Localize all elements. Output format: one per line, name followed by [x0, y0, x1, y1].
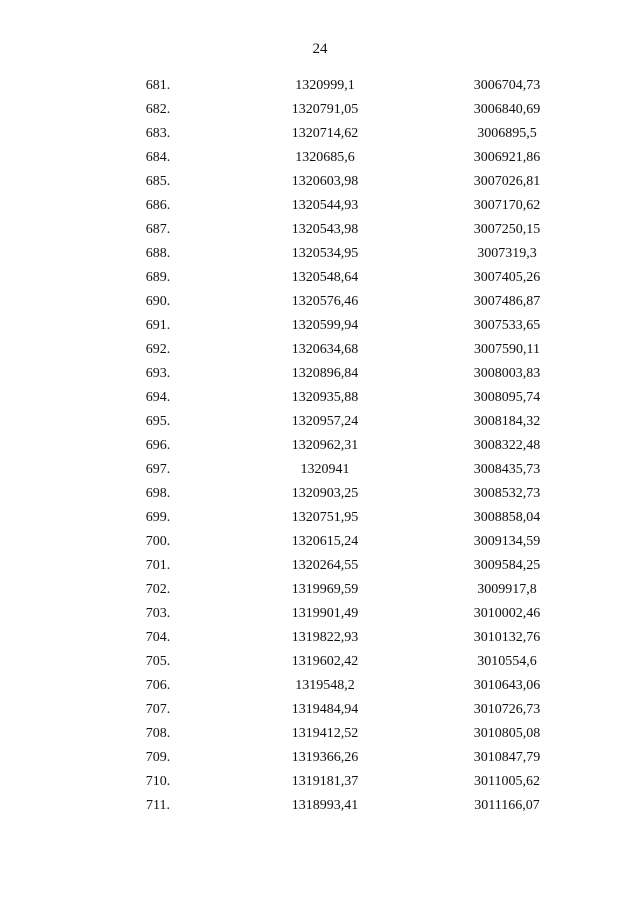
table-row: [100, 362, 580, 386]
table-row: [100, 266, 580, 290]
point-number-cell: 705.: [145, 654, 171, 669]
point-number-cell: 704.: [145, 630, 171, 645]
y-coordinate-cell: 3010643,06: [473, 678, 541, 693]
point-number-cell: 711.: [146, 798, 170, 813]
y-coordinate-cell: 3011005,62: [474, 774, 540, 789]
point-number-cell: 681.: [145, 78, 171, 93]
x-coordinate-cell: 1320264,55: [291, 558, 359, 573]
point-number-cell: 694.: [145, 390, 171, 405]
x-coordinate-cell: 1320576,46: [291, 294, 359, 309]
table-row: [100, 242, 580, 266]
x-coordinate-cell: 1320962,31: [291, 438, 359, 453]
table-row: [100, 626, 580, 650]
point-number-cell: 709.: [145, 750, 171, 765]
x-coordinate-cell: 1320941: [300, 462, 350, 477]
x-coordinate-cell: 1320634,68: [291, 342, 359, 357]
table-row: [100, 698, 580, 722]
point-number-cell: 699.: [145, 510, 171, 525]
coordinates-table: [100, 74, 580, 818]
table-row: [100, 290, 580, 314]
x-coordinate-cell: 1320548,64: [291, 270, 359, 285]
point-number-cell: 695.: [145, 414, 171, 429]
y-coordinate-cell: 3010847,79: [473, 750, 541, 765]
x-coordinate-cell: 1320534,95: [291, 246, 359, 261]
table-row: [100, 794, 580, 818]
point-number-cell: 706.: [145, 678, 171, 693]
point-number-cell: 685.: [145, 174, 171, 189]
y-coordinate-cell: 3008532,73: [473, 486, 541, 501]
table-row: [100, 170, 580, 194]
x-coordinate-cell: 1319366,26: [291, 750, 359, 765]
point-number-cell: 703.: [145, 606, 171, 621]
y-coordinate-cell: 3008322,48: [473, 438, 541, 453]
table-row: [100, 146, 580, 170]
table-row: [100, 506, 580, 530]
y-coordinate-cell: 3007250,15: [473, 222, 541, 237]
x-coordinate-cell: 1319548,2: [295, 678, 355, 693]
x-coordinate-cell: 1320603,98: [291, 174, 359, 189]
x-coordinate-cell: 1320544,93: [291, 198, 359, 213]
x-coordinate-cell: 1320685,6: [295, 150, 355, 165]
y-coordinate-cell: 3009584,25: [473, 558, 541, 573]
table-row: [100, 602, 580, 626]
point-number-cell: 710.: [145, 774, 171, 789]
point-number-cell: 684.: [145, 150, 171, 165]
table-row: [100, 746, 580, 770]
table-row: [100, 410, 580, 434]
y-coordinate-cell: 3007026,81: [473, 174, 541, 189]
x-coordinate-cell: 1320935,88: [291, 390, 359, 405]
table-row: [100, 122, 580, 146]
table-row: [100, 770, 580, 794]
page-number: 24: [312, 41, 328, 57]
x-coordinate-cell: 1319602,42: [291, 654, 359, 669]
x-coordinate-cell: 1320615,24: [291, 534, 359, 549]
point-number-cell: 690.: [145, 294, 171, 309]
x-coordinate-cell: 1319822,93: [291, 630, 359, 645]
coordinates-table-body: [100, 74, 580, 818]
point-number-cell: 692.: [145, 342, 171, 357]
y-coordinate-cell: 3007590,11: [474, 342, 540, 357]
x-coordinate-cell: 1318993,41: [291, 798, 359, 813]
x-coordinate-cell: 1320751,95: [291, 510, 359, 525]
x-coordinate-cell: 1319484,94: [291, 702, 359, 717]
table-row: [100, 74, 580, 98]
y-coordinate-cell: 3008003,83: [473, 366, 541, 381]
y-coordinate-cell: 3010805,08: [473, 726, 541, 741]
point-number-cell: 708.: [145, 726, 171, 741]
y-coordinate-cell: 3006895,5: [477, 126, 537, 141]
x-coordinate-cell: 1320599,94: [291, 318, 359, 333]
point-number-cell: 700.: [145, 534, 171, 549]
y-coordinate-cell: 3006921,86: [473, 150, 541, 165]
table-row: [100, 458, 580, 482]
table-row: [100, 434, 580, 458]
x-coordinate-cell: 1320999,1: [295, 78, 355, 93]
y-coordinate-cell: 3008184,32: [473, 414, 541, 429]
y-coordinate-cell: 3009917,8: [477, 582, 537, 597]
y-coordinate-cell: 3007319,3: [477, 246, 537, 261]
table-row: [100, 338, 580, 362]
x-coordinate-cell: 1319181,37: [291, 774, 359, 789]
x-coordinate-cell: 1320791,05: [291, 102, 359, 117]
point-number-cell: 707.: [145, 702, 171, 717]
table-row: [100, 98, 580, 122]
table-row: [100, 314, 580, 338]
x-coordinate-cell: 1320903,25: [291, 486, 359, 501]
table-row: [100, 722, 580, 746]
y-coordinate-cell: 3006704,73: [473, 78, 541, 93]
point-number-cell: 689.: [145, 270, 171, 285]
table-row: [100, 650, 580, 674]
x-coordinate-cell: 1320543,98: [291, 222, 359, 237]
table-row: [100, 386, 580, 410]
table-row: [100, 578, 580, 602]
y-coordinate-cell: 3007405,26: [473, 270, 541, 285]
y-coordinate-cell: 3010002,46: [473, 606, 541, 621]
table-row: [100, 194, 580, 218]
y-coordinate-cell: 3007170,62: [473, 198, 541, 213]
table-row: [100, 554, 580, 578]
point-number-cell: 696.: [145, 438, 171, 453]
y-coordinate-cell: 3008095,74: [473, 390, 541, 405]
x-coordinate-cell: 1320957,24: [291, 414, 359, 429]
point-number-cell: 701.: [145, 558, 171, 573]
point-number-cell: 693.: [145, 366, 171, 381]
y-coordinate-cell: 3006840,69: [473, 102, 541, 117]
x-coordinate-cell: 1320896,84: [291, 366, 359, 381]
y-coordinate-cell: 3007533,65: [473, 318, 541, 333]
x-coordinate-cell: 1319901,49: [291, 606, 359, 621]
point-number-cell: 691.: [145, 318, 171, 333]
y-coordinate-cell: 3011166,07: [474, 798, 540, 813]
point-number-cell: 687.: [145, 222, 171, 237]
y-coordinate-cell: 3007486,87: [473, 294, 541, 309]
x-coordinate-cell: 1319969,59: [291, 582, 359, 597]
point-number-cell: 702.: [145, 582, 171, 597]
table-row: [100, 530, 580, 554]
table-row: [100, 674, 580, 698]
x-coordinate-cell: 1320714,62: [291, 126, 359, 141]
point-number-cell: 683.: [145, 126, 171, 141]
table-row: [100, 218, 580, 242]
y-coordinate-cell: 3010554,6: [477, 654, 537, 669]
y-coordinate-cell: 3010132,76: [473, 630, 541, 645]
point-number-cell: 682.: [145, 102, 171, 117]
table-row: [100, 482, 580, 506]
x-coordinate-cell: 1319412,52: [291, 726, 359, 741]
point-number-cell: 697.: [145, 462, 171, 477]
y-coordinate-cell: 3008858,04: [473, 510, 541, 525]
point-number-cell: 688.: [145, 246, 171, 261]
point-number-cell: 686.: [145, 198, 171, 213]
y-coordinate-cell: 3010726,73: [473, 702, 541, 717]
point-number-cell: 698.: [145, 486, 171, 501]
y-coordinate-cell: 3008435,73: [473, 462, 541, 477]
y-coordinate-cell: 3009134,59: [473, 534, 541, 549]
